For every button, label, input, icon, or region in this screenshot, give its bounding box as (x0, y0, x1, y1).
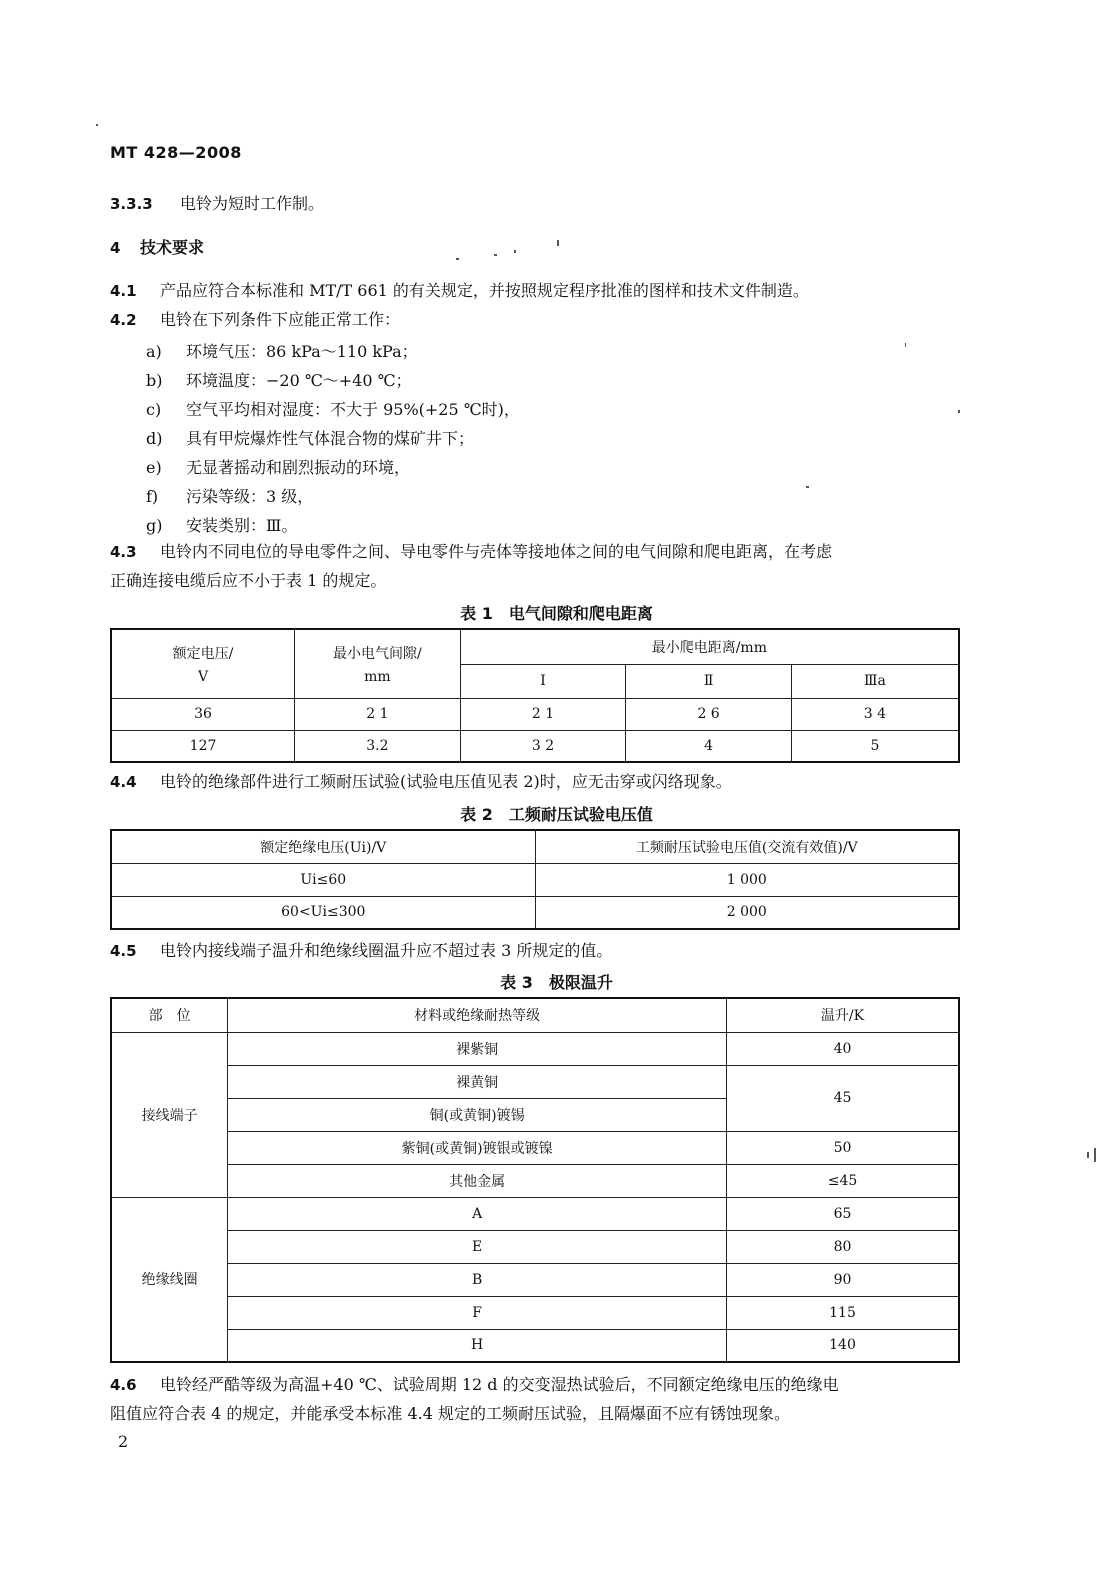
section-text: 电铃为短时工作制。 (180, 194, 325, 213)
list-item (146, 397, 520, 420)
table-row (111, 1230, 959, 1263)
table-cell: 其他金属 (228, 1164, 727, 1197)
scan-speck (1094, 1148, 1096, 1162)
table-cell: 60<Ui≤300 (111, 896, 535, 929)
table3-caption: 表 3 极限温升 (500, 973, 613, 992)
section-number: 4.6 (110, 1376, 137, 1394)
section-4-3-cont: 正确连接电缆后应不小于表 1 的规定。 (110, 571, 387, 590)
table-cell: 40 (727, 1032, 959, 1065)
section-text: 电铃的绝缘部件进行工频耐压试验(试验电压值见表 2)时，应无击穿或闪络现象。 (160, 772, 732, 791)
list-text: 污染等级：3 级， (186, 487, 314, 506)
table1-header-ii: Ⅱ (626, 664, 792, 698)
section-number: 4.4 (110, 773, 137, 791)
section-text: 电铃在下列条件下应能正常工作： (160, 310, 401, 329)
list-text: 环境气压：86 kPa～110 kPa； (186, 342, 418, 361)
table-row (111, 1164, 959, 1197)
list-text: 无显著摇动和剧烈振动的环境， (186, 458, 411, 477)
table-cell: 裸黄铜 (228, 1065, 727, 1098)
header-line: 最小电气间隙/ (333, 645, 422, 662)
table-cell: ≤45 (727, 1164, 959, 1197)
list-label: e) (146, 458, 162, 477)
table1-header-creepage: 最小爬电距离/mm (460, 629, 959, 664)
table-cell: 3.2 (295, 730, 461, 762)
table1-caption: 表 1 电气间隙和爬电距离 (460, 604, 653, 623)
table-row (111, 1296, 959, 1329)
list-item (146, 455, 410, 478)
section-4-3 (110, 542, 832, 562)
table-cell: 80 (727, 1230, 959, 1263)
table-row (111, 1263, 959, 1296)
table-cell: 铜(或黄铜)镀锡 (228, 1098, 727, 1131)
table-row (111, 1131, 959, 1164)
section-3-3-3 (110, 194, 324, 214)
table3-header-material: 材料或绝缘耐热等级 (228, 998, 727, 1032)
table-cell: H (228, 1329, 727, 1362)
table-cell: 36 (111, 698, 295, 730)
table-2 (110, 829, 960, 930)
section-4-6 (110, 1375, 839, 1395)
table-cell: 127 (111, 730, 295, 762)
scan-speck (96, 124, 98, 126)
table-row (111, 1032, 959, 1065)
section-text: 产品应符合本标准和 MT/T 661 的有关规定，并按照规定程序批准的图样和技术文件制造。 (160, 281, 809, 300)
list-label: a) (146, 342, 162, 361)
table-cell: 90 (727, 1263, 959, 1296)
scan-speck (806, 486, 809, 488)
table-cell: 3 4 (791, 698, 959, 730)
table3-group-terminal: 接线端子 (111, 1032, 228, 1197)
page-number: 2 (118, 1432, 129, 1451)
table-cell: 5 (791, 730, 959, 762)
section-4-6-cont: 阻值应符合表 4 的规定，并能承受本标准 4.4 规定的工频耐压试验，且隔爆面不应有锈蚀现象。 (110, 1404, 790, 1423)
table-cell: 65 (727, 1197, 959, 1230)
scan-speck (456, 258, 459, 260)
list-text: 安装类别：Ⅲ。 (186, 516, 298, 535)
scan-speck (905, 343, 906, 347)
table-row (111, 1197, 959, 1230)
section-text: 电铃内不同电位的导电零件之间、导电零件与壳体等接地体之间的电气间隙和爬电距离，在考虑 (160, 542, 833, 561)
table-row (111, 863, 959, 896)
table-row (111, 896, 959, 929)
table-cell: 3 2 (460, 730, 626, 762)
scan-speck (494, 254, 497, 256)
table-row (111, 1329, 959, 1362)
table2-header-rated: 额定绝缘电压(Ui)/V (111, 830, 535, 863)
table1-header-iiia: Ⅲa (791, 664, 959, 698)
list-item (146, 339, 418, 362)
section-number: 3.3.3 (110, 195, 153, 213)
list-label: f) (146, 487, 159, 506)
table1-header-clearance (295, 629, 461, 698)
table-row (111, 1065, 959, 1098)
table-cell: 裸紫铜 (228, 1032, 727, 1065)
table-cell: 2 1 (295, 698, 461, 730)
header-line: V (197, 668, 209, 685)
list-text: 具有甲烷爆炸性气体混合物的煤矿井下； (186, 429, 475, 448)
table-cell: 115 (727, 1296, 959, 1329)
section-number: 4.2 (110, 311, 137, 329)
table-cell: 50 (727, 1131, 959, 1164)
section-title: 技术要求 (140, 238, 205, 257)
header-line: 额定电压/ (172, 645, 234, 662)
table2-caption: 表 2 工频耐压试验电压值 (460, 805, 653, 824)
table3-header-rise: 温升/K (727, 998, 959, 1032)
table-cell: 2 000 (535, 896, 959, 929)
table-cell: B (228, 1263, 727, 1296)
section-4-2 (110, 310, 400, 330)
table-cell: 2 6 (626, 698, 792, 730)
section-4-4 (110, 772, 732, 792)
section-4-1 (110, 281, 809, 301)
section-number: 4.3 (110, 543, 137, 561)
table1-header-i: Ⅰ (460, 664, 626, 698)
section-4-5 (110, 941, 612, 961)
table-cell: 140 (727, 1329, 959, 1362)
table-cell: 2 1 (460, 698, 626, 730)
list-item (146, 368, 412, 391)
list-label: d) (146, 429, 163, 448)
list-label: g) (146, 516, 163, 535)
scan-speck (958, 410, 960, 413)
list-item (146, 426, 474, 449)
section-number: 4.1 (110, 282, 137, 300)
table3-group-coil: 绝缘线圈 (111, 1197, 228, 1362)
scan-speck (557, 240, 559, 246)
table-cell: 紫铜(或黄铜)镀银或镀镍 (228, 1131, 727, 1164)
section-text: 电铃内接线端子温升和绝缘线圈温升应不超过表 3 所规定的值。 (160, 941, 613, 960)
section-4-heading (110, 238, 204, 258)
section-number: 4.5 (110, 942, 137, 960)
scan-speck (1087, 1152, 1089, 1158)
list-label: b) (146, 371, 163, 390)
section-text: 电铃经严酷等级为高温+40 ℃、试验周期 12 d 的交变湿热试验后，不同额定绝缘电压的绝缘电 (160, 1375, 839, 1394)
table-3 (110, 997, 960, 1363)
table-row (111, 730, 959, 762)
scan-speck (514, 250, 516, 253)
list-item (146, 513, 297, 536)
table2-header-test: 工频耐压试验电压值(交流有效值)/V (535, 830, 959, 863)
list-item (146, 484, 313, 507)
table-cell: A (228, 1197, 727, 1230)
header-line: mm (364, 668, 391, 685)
table1-header-voltage (111, 629, 295, 698)
table-1 (110, 628, 960, 763)
table-cell: 45 (727, 1065, 959, 1131)
table3-header-part: 部 位 (111, 998, 228, 1032)
table-cell: 4 (626, 730, 792, 762)
table-cell: E (228, 1230, 727, 1263)
section-number: 4 (110, 239, 121, 257)
standard-number: MT 428—2008 (110, 143, 242, 162)
table-cell: 1 000 (535, 863, 959, 896)
table-cell: F (228, 1296, 727, 1329)
table-cell: Ui≤60 (111, 863, 535, 896)
table-row (111, 698, 959, 730)
list-text: 环境温度：−20 ℃～+40 ℃； (186, 371, 412, 390)
list-text: 空气平均相对湿度：不大于 95%(+25 ℃时)， (186, 400, 520, 419)
list-label: c) (146, 400, 162, 419)
